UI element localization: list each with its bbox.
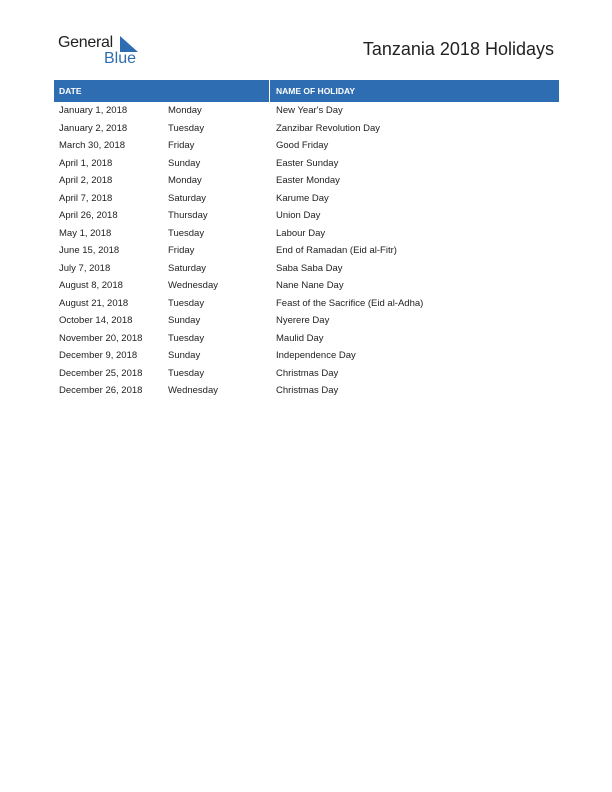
table-row bbox=[54, 260, 559, 278]
holiday-date: May 1, 2018 bbox=[59, 227, 112, 239]
table-row bbox=[54, 207, 559, 225]
holiday-date: August 21, 2018 bbox=[59, 297, 129, 309]
table-row bbox=[54, 347, 559, 365]
holiday-name: Good Friday bbox=[276, 140, 329, 152]
holiday-name: Easter Monday bbox=[276, 175, 340, 187]
table-row bbox=[54, 137, 559, 155]
column-header-name: NAME OF HOLIDAY bbox=[276, 86, 356, 96]
holiday-weekday: Tuesday bbox=[168, 227, 205, 239]
holiday-weekday: Friday bbox=[168, 140, 195, 152]
holiday-date: December 9, 2018 bbox=[59, 350, 138, 362]
holiday-weekday: Monday bbox=[168, 105, 202, 117]
holiday-date: April 7, 2018 bbox=[59, 192, 113, 204]
holiday-name: Feast of the Sacrifice (Eid al-Adha) bbox=[276, 297, 424, 309]
holiday-name: Labour Day bbox=[276, 227, 326, 239]
holiday-name: Nyerere Day bbox=[276, 315, 330, 327]
holiday-name: Christmas Day bbox=[276, 385, 339, 397]
holiday-name: Union Day bbox=[276, 210, 321, 222]
table-row bbox=[54, 172, 559, 190]
table-row bbox=[54, 102, 559, 120]
logo-word-blue: Blue bbox=[104, 50, 137, 67]
holiday-date: December 25, 2018 bbox=[59, 367, 143, 379]
holiday-date: January 1, 2018 bbox=[59, 105, 128, 117]
logo-word-general: General bbox=[58, 34, 113, 51]
table-row bbox=[54, 295, 559, 313]
holiday-name: Karume Day bbox=[276, 192, 329, 204]
holiday-date: April 2, 2018 bbox=[59, 175, 113, 187]
holiday-weekday: Wednesday bbox=[168, 280, 218, 292]
table-row bbox=[54, 277, 559, 295]
table-header bbox=[54, 80, 559, 102]
holiday-weekday: Sunday bbox=[168, 157, 201, 169]
holiday-name: Easter Sunday bbox=[276, 157, 339, 169]
holiday-weekday: Tuesday bbox=[168, 332, 205, 344]
holiday-weekday: Tuesday bbox=[168, 367, 205, 379]
holiday-date: April 1, 2018 bbox=[59, 157, 113, 169]
holiday-name: Independence Day bbox=[276, 350, 356, 362]
page-title: Tanzania 2018 Holidays bbox=[362, 39, 554, 59]
table-row bbox=[54, 382, 559, 400]
table-row bbox=[54, 312, 559, 330]
table-body bbox=[54, 102, 559, 400]
holiday-date: October 14, 2018 bbox=[59, 315, 133, 327]
table-row bbox=[54, 225, 559, 243]
holiday-name: New Year's Day bbox=[276, 105, 343, 117]
holiday-name: Christmas Day bbox=[276, 367, 339, 379]
holiday-date: November 20, 2018 bbox=[59, 332, 143, 344]
table-row bbox=[54, 120, 559, 138]
generalblue-logo bbox=[58, 34, 148, 70]
holiday-name: Zanzibar Revolution Day bbox=[276, 122, 381, 134]
table-row bbox=[54, 190, 559, 208]
holiday-name: Saba Saba Day bbox=[276, 262, 343, 274]
holiday-name: Nane Nane Day bbox=[276, 280, 344, 292]
holiday-weekday: Friday bbox=[168, 245, 195, 257]
holiday-name: End of Ramadan (Eid al-Fitr) bbox=[276, 245, 397, 257]
table-row bbox=[54, 242, 559, 260]
holiday-date: July 7, 2018 bbox=[59, 262, 111, 274]
table-row bbox=[54, 155, 559, 173]
holiday-weekday: Wednesday bbox=[168, 385, 218, 397]
holiday-date: August 8, 2018 bbox=[59, 280, 123, 292]
holiday-name: Maulid Day bbox=[276, 332, 324, 344]
holiday-weekday: Sunday bbox=[168, 350, 201, 362]
table-row bbox=[54, 365, 559, 383]
holiday-weekday: Tuesday bbox=[168, 297, 205, 309]
holiday-weekday: Saturday bbox=[168, 262, 207, 274]
holiday-weekday: Thursday bbox=[168, 210, 208, 222]
holiday-weekday: Saturday bbox=[168, 192, 207, 204]
holiday-weekday: Sunday bbox=[168, 315, 201, 327]
holiday-date: December 26, 2018 bbox=[59, 385, 143, 397]
holiday-weekday: Tuesday bbox=[168, 122, 205, 134]
column-header-date: DATE bbox=[54, 80, 270, 102]
table-row bbox=[54, 330, 559, 348]
holiday-date: January 2, 2018 bbox=[59, 122, 128, 134]
holiday-date: April 26, 2018 bbox=[59, 210, 118, 222]
holiday-table bbox=[54, 80, 559, 400]
holiday-date: June 15, 2018 bbox=[59, 245, 120, 257]
holiday-date: March 30, 2018 bbox=[59, 140, 126, 152]
holiday-weekday: Monday bbox=[168, 175, 202, 187]
